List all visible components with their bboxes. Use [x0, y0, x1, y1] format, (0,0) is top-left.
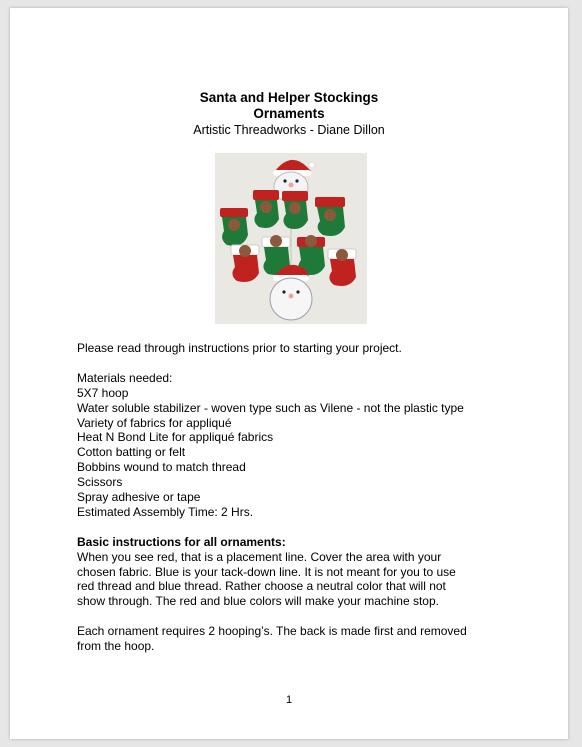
- basic-instructions-line: red thread and blue thread. Rather choose a neutral color that will not: [77, 579, 446, 594]
- basic-instructions-line: show through. The red and blue colors will make your machine stop.: [77, 594, 439, 609]
- stocking-row2-d: [328, 249, 356, 286]
- ornaments-illustration: [215, 153, 367, 324]
- materials-heading: Materials needed:: [77, 370, 173, 385]
- material-item: Heat N Bond Lite for appliqué fabrics: [77, 430, 274, 445]
- basic-instructions-line: When you see red, that is a placement line. Cover the area with your: [77, 549, 442, 564]
- instructions-body: [77, 341, 517, 654]
- stocking-row1-a: [253, 190, 279, 228]
- document-author: Artistic Threadworks - Diane Dillon: [193, 123, 385, 137]
- hooping-line: from the hoop.: [77, 639, 155, 654]
- ornaments-photo: [215, 153, 367, 324]
- stocking-row1-c: [315, 197, 345, 236]
- document-header: [10, 90, 568, 138]
- page-number: 1: [285, 694, 293, 706]
- document-title-line-1: Santa and Helper Stockings: [199, 90, 379, 105]
- basic-instructions-line: chosen fabric. Blue is your tack-down line. It is not meant for you to use: [77, 564, 456, 579]
- stocking-row2-a: [231, 245, 259, 282]
- material-item: Cotton batting or felt: [77, 445, 186, 460]
- intro-text: Please read through instructions prior to starting your project.: [77, 341, 402, 355]
- stocking-row1-b: [282, 191, 308, 229]
- material-item: Estimated Assembly Time: 2 Hrs.: [77, 504, 254, 519]
- hooping-line: Each ornament requires 2 hooping’s. The back is made first and removed: [77, 624, 467, 639]
- material-item: Spray adhesive or tape: [77, 490, 201, 505]
- basic-instructions-heading: Basic instructions for all ornaments:: [77, 534, 286, 549]
- document-title-line-2: Ornaments: [253, 106, 325, 121]
- material-item: Water soluble stabilizer - woven type such as Vilene - not the plastic type: [77, 400, 464, 415]
- material-item: Scissors: [77, 475, 123, 490]
- material-item: Bobbins wound to match thread: [77, 460, 246, 475]
- material-item: 5X7 hoop: [77, 385, 129, 400]
- material-item: Variety of fabrics for appliqué: [77, 415, 232, 430]
- stocking-left-top: [220, 208, 248, 246]
- document-page: [10, 8, 568, 739]
